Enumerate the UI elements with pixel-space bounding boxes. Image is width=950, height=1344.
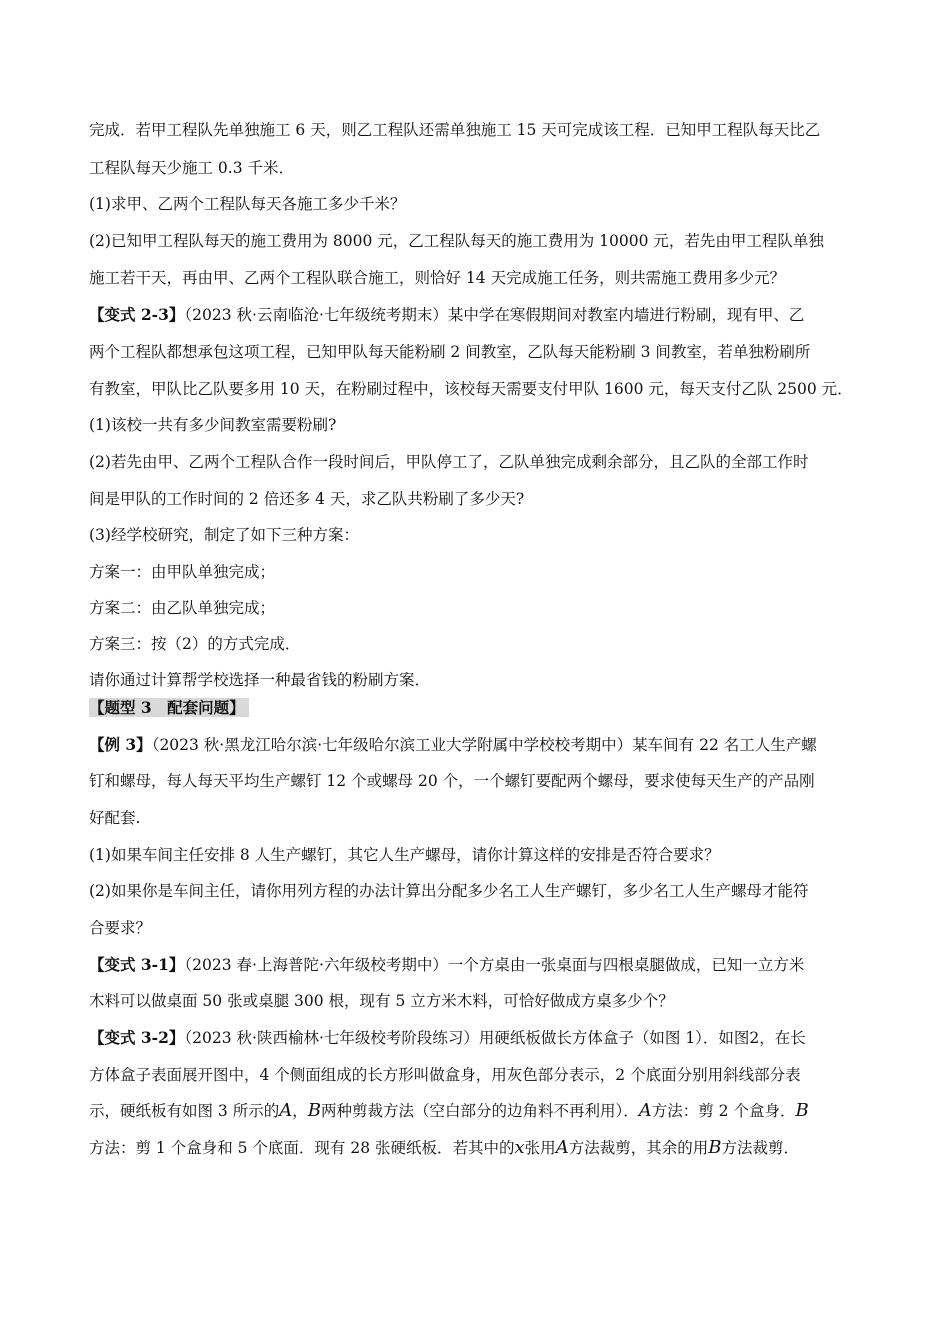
text-line: 木料可以做桌面 50 张或桌腿 300 根，现有 5 立方米木料，可恰好做成方桌多少个？ <box>89 992 674 1010</box>
text-line: 工程队每天少施工 0.3 千米． <box>89 159 295 177</box>
variant-tag: 【变式 3-1】 <box>89 955 185 974</box>
text-segment: 方法裁剪，其余的用 <box>568 1139 709 1157</box>
example-text: （2023 秋·黑龙江哈尔滨·七年级哈尔滨工业大学附属中学校校考期中）某车间有 22 名工人生产螺 <box>151 736 817 754</box>
question-1: (1)求甲、乙两个工程队每天各施工多少千米？ <box>89 195 406 213</box>
text-segment: 示，硬纸板有如图 3 所示的 <box>89 1102 280 1120</box>
text-segment: 方法裁剪． <box>721 1139 799 1157</box>
plan-1: 方案一：由甲队单独完成； <box>89 563 276 581</box>
text-line: 方体盒子表面展开图中，4 个侧面组成的长方形叫做盒身，用灰色部分表示，2 个底面分别用斜线部分表 <box>89 1066 801 1084</box>
plan-3: 方案三：按（2）的方式完成． <box>89 635 301 653</box>
example-3 <box>89 735 817 755</box>
variant-tag: 【变式 3-2】 <box>89 1028 185 1047</box>
text-line: 两个工程队都想承包这项工程，已知甲队每天能粉刷 2 间教室，乙队每天能粉刷 3 间教室，若单独粉刷所 <box>89 343 811 361</box>
question-1: (1)该校一共有多少间教室需要粉刷? <box>89 416 337 434</box>
variant-text: （2023 秋·陕西榆林·七年级校考阶段练习）用硬纸板做长方体盒子（如图 1）．如图2，在长 <box>184 1029 806 1047</box>
question-3: (3)经学校研究，制定了如下三种方案： <box>89 526 359 544</box>
variant-text: （2023 秋·云南临沧·七年级统考期末）某中学在寒假期间对教室内墙进行粉刷，现有甲、乙 <box>184 306 805 324</box>
text-line: 请你通过计算帮学校选择一种最省钱的粉刷方案． <box>89 671 431 689</box>
variant-3-2 <box>89 1028 806 1048</box>
text-line: 有教室，甲队比乙队要多用 10 天，在粉刷过程中，该校每天需要支付甲队 1600 元，每天支付乙队 2500 元． <box>89 380 853 398</box>
text-line <box>89 1138 799 1158</box>
question-2: (2)如果你是车间主任，请你用列方程的办法计算出分配多少名工人生产螺钉，多少名工人生产螺母才能符 <box>89 882 809 900</box>
text-segment: 两种剪裁方法（空白部分的边角料不再利用）． <box>320 1102 639 1120</box>
question-1: (1)如果车间主任安排 8 人生产螺钉，其它人生产螺母，请你计算这样的安排是否符合要求？ <box>89 846 720 864</box>
text-segment: 方法：剪 2 个盒身． <box>651 1102 796 1120</box>
math-var-B: B <box>708 1137 722 1158</box>
text-segment: 张用 <box>524 1139 556 1157</box>
text-segment: 方法：剪 1 个盒身和 5 个底面．现有 28 张硬纸板．若其中的 <box>89 1139 515 1157</box>
math-var-x: x <box>514 1137 525 1158</box>
section-heading <box>89 698 249 718</box>
question-2: (2)若先由甲、乙两个工程队合作一段时间后，甲队停工了，乙队单独完成剩余部分，且乙队的全部工作时 <box>89 453 809 471</box>
text-line: 好配套. <box>89 809 141 827</box>
text-segment: ， <box>292 1102 308 1120</box>
example-tag: 【例 3】 <box>89 735 152 754</box>
math-var-A: A <box>555 1137 569 1158</box>
text-line: 间是甲队的工作时间的 2 倍还多 4 天，求乙队共粉刷了多少天? <box>89 490 525 508</box>
variant-tag: 【变式 2-3】 <box>89 305 185 324</box>
text-line: 施工若干天，再由甲、乙两个工程队联合施工，则恰好 14 天完成施工任务，则共需施工费用多少元？ <box>89 269 786 287</box>
variant-text: （2023 春·上海普陀·六年级校考期中）一个方桌由一张桌面与四根桌腿做成，已知一立方米 <box>184 956 805 974</box>
question-2: (2)已知甲工程队每天的施工费用为 8000 元，乙工程队每天的施工费用为 10000 元，若先由甲工程队单独 <box>89 232 824 250</box>
text-line <box>89 1101 809 1121</box>
variant-3-1 <box>89 955 804 975</box>
math-var-B: B <box>307 1100 321 1121</box>
math-var-A: A <box>638 1100 652 1121</box>
section-heading-label: 【题型 3 配套问题】 <box>89 698 249 717</box>
math-var-B: B <box>795 1100 809 1121</box>
math-var-A: A <box>279 1100 293 1121</box>
text-line: 合要求？ <box>89 919 152 937</box>
plan-2: 方案二：由乙队单独完成； <box>89 599 276 617</box>
text-line: 完成．若甲工程队先单独施工 6 天，则乙工程队还需单独施工 15 天可完成该工程．已知甲工程队每天比乙 <box>89 121 821 139</box>
variant-2-3 <box>89 305 804 325</box>
text-line: 钉和螺母，每人每天平均生产螺钉 12 个或螺母 20 个，一个螺钉要配两个螺母，要求使每天生产的产品刚 <box>89 772 815 790</box>
